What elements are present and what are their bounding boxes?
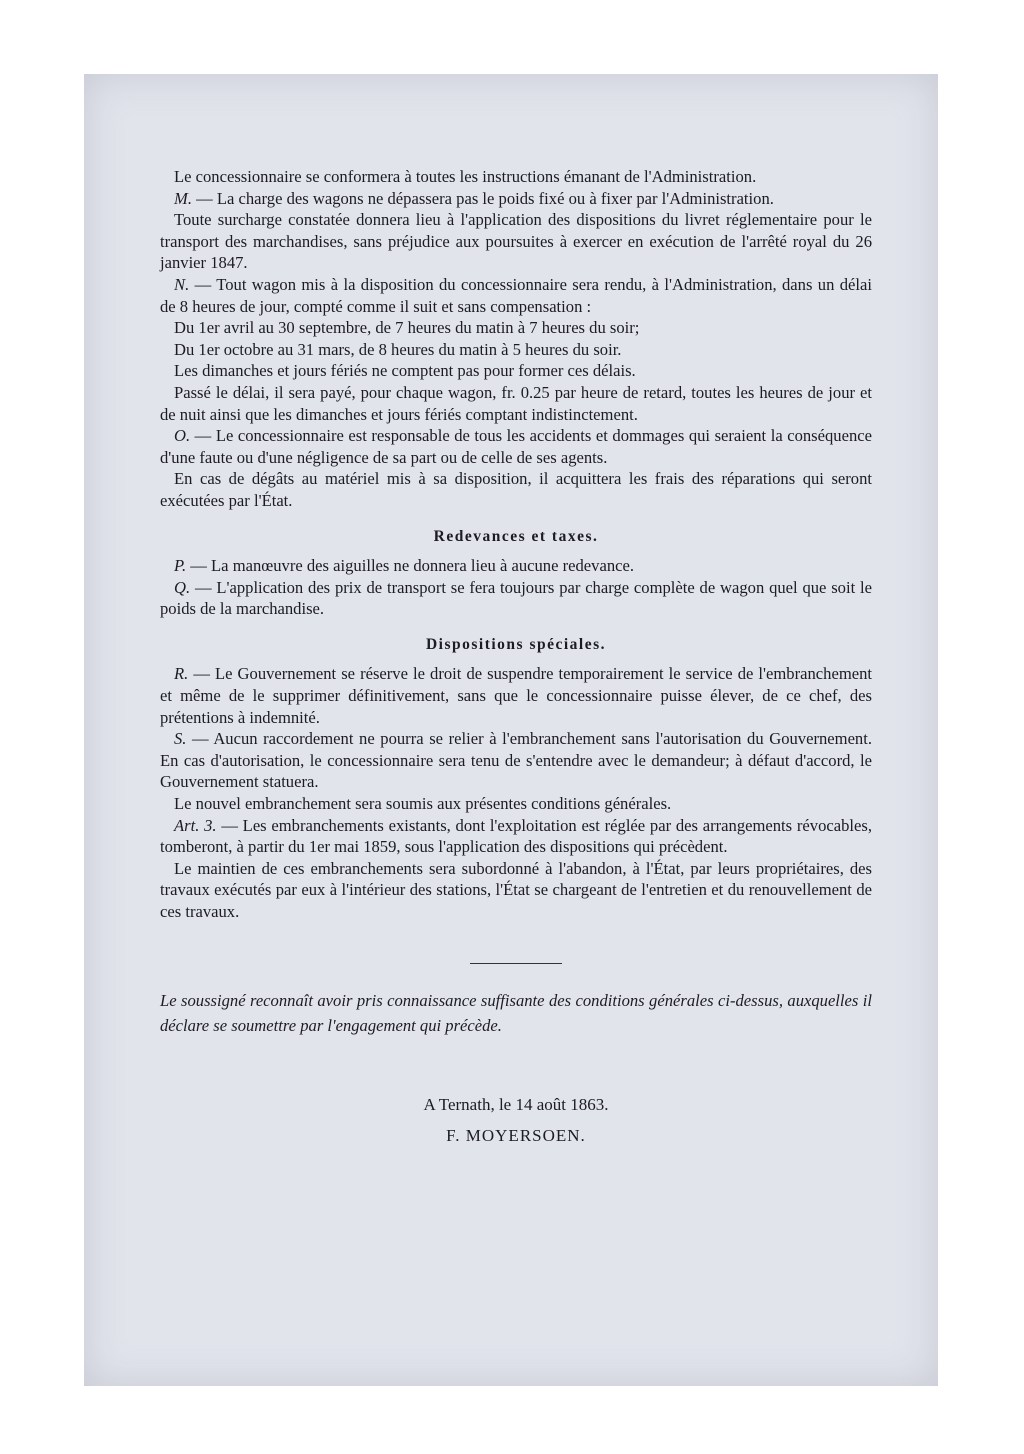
paragraph-text: — Tout wagon mis à la disposition du concessionnaire sera rendu, à l'Administration, dans un délai de 8 heures de jour, compté comme il suit et sans compensation :	[160, 274, 872, 316]
article-letter: N.	[174, 274, 190, 294]
paragraph	[160, 317, 872, 339]
scanned-page	[84, 74, 938, 1386]
paragraph-text: — Le concessionnaire est responsable de tous les accidents et dommages qui seraient la conséquence d'une faute ou d'une négligence de sa part ou de celle de ses agents.	[160, 426, 872, 467]
article-letter: Q.	[174, 577, 191, 597]
paragraph	[160, 339, 872, 361]
article-letter: Art. 3.	[174, 815, 217, 835]
place-date: A Ternath, le 14 août 1863.	[423, 1094, 609, 1114]
paragraph-text: En cas de dégâts au matériel mis à sa disposition, il acquittera les frais des réparations qui seront exécutées par l'État.	[160, 469, 872, 510]
article-letter: P.	[174, 556, 187, 576]
paragraph-text: Du 1er avril au 30 septembre, de 7 heures du matin à 7 heures du soir;	[174, 318, 640, 338]
paragraph-text: Les dimanches et jours fériés ne comptent pas pour former ces délais.	[174, 361, 636, 381]
heading-redevances: Redevances et taxes.	[433, 527, 599, 545]
paragraphs-block-b	[160, 555, 872, 620]
paragraph	[160, 425, 872, 468]
paragraph	[160, 209, 872, 274]
paragraph-text: — L'application des prix de transport se fera toujours par charge complète de wagon quel que soit le poids de la marchandise.	[160, 577, 872, 619]
paragraph	[160, 663, 872, 728]
paragraph	[160, 188, 872, 210]
paragraph-text: Le nouvel embranchement sera soumis aux présentes conditions générales.	[174, 794, 672, 814]
paragraph	[160, 815, 872, 858]
paragraph	[160, 858, 872, 923]
article-letter: O.	[174, 426, 191, 446]
paragraph-text: Le maintien de ces embranchements sera subordonné à l'abandon, à l'État, par leurs propriétaires, des travaux exécutés par eux à l'intérieur des stations, l'État se chargeant de l'entretien et du renouvellement de ces travaux.	[160, 858, 872, 921]
article-letter: S.	[174, 729, 187, 749]
paragraph	[160, 577, 872, 620]
separator-rule	[470, 963, 562, 964]
paragraph	[160, 274, 872, 317]
article-letter: M.	[174, 188, 192, 208]
document-body	[160, 166, 872, 1147]
paragraph-text: — Le Gouvernement se réserve le droit de suspendre temporairement le service de l'embranchement et même de le supprimer définitivement, sans que le concessionnaire puisse élever, de ce chef, des prétentions à indemnité.	[160, 664, 872, 727]
paragraph	[160, 166, 872, 188]
paragraph-text: — La charge des wagons ne dépassera pas le poids fixé ou à fixer par l'Administration.	[191, 188, 774, 208]
paragraph	[160, 382, 872, 425]
paragraph-text: — Aucun raccordement ne pourra se relier à l'embranchement sans l'autorisation du Gouvernement. En cas d'autorisation, le concessionnaire sera tenu de s'entendre avec le demandeur; à défaut d'accord, le Gouvernement statuera.	[160, 729, 872, 792]
declaration-text: Le soussigné reconnaît avoir pris connaissance suffisante des conditions générales ci-dessus, auxquelles il déclare se soumettre par l'engagement qui précède.	[160, 990, 872, 1035]
paragraph-text: — Les embranchements existants, dont l'exploitation est réglée par des arrangements révocables, tomberont, à partir du 1er mai 1859, sous l'application des dispositions qui précèdent.	[160, 815, 872, 857]
paragraphs-block-c	[160, 663, 872, 922]
paragraph-text: Passé le délai, il sera payé, pour chaque wagon, fr. 0.25 par heure de retard, toutes les heures de jour et de nuit ainsi que les dimanches et jours fériés comptant indistinctement.	[160, 382, 872, 424]
paragraph-text: Toute surcharge constatée donnera lieu à l'application des dispositions du livret réglementaire pour le transport des marchandises, sans préjudice aux poursuites à exercer en exécution de l'arrêté royal du 26 janvier 1847.	[160, 210, 872, 273]
paragraph	[160, 468, 872, 511]
signature-name: F. MOYERSOEN.	[446, 1126, 586, 1146]
paragraph-text: Le concessionnaire se conformera à toutes les instructions émanant de l'Administration.	[174, 167, 757, 186]
paragraph-text: Du 1er octobre au 31 mars, de 8 heures du matin à 5 heures du soir.	[174, 339, 622, 359]
paragraph	[160, 793, 872, 815]
paragraph	[160, 728, 872, 793]
paragraph	[160, 360, 872, 382]
paragraph	[160, 555, 872, 577]
heading-dispositions: Dispositions spéciales.	[425, 635, 607, 653]
paragraph-text: — La manœuvre des aiguilles ne donnera lieu à aucune redevance.	[186, 556, 634, 576]
article-letter: R.	[174, 664, 189, 684]
paragraphs-block-a	[160, 166, 872, 512]
